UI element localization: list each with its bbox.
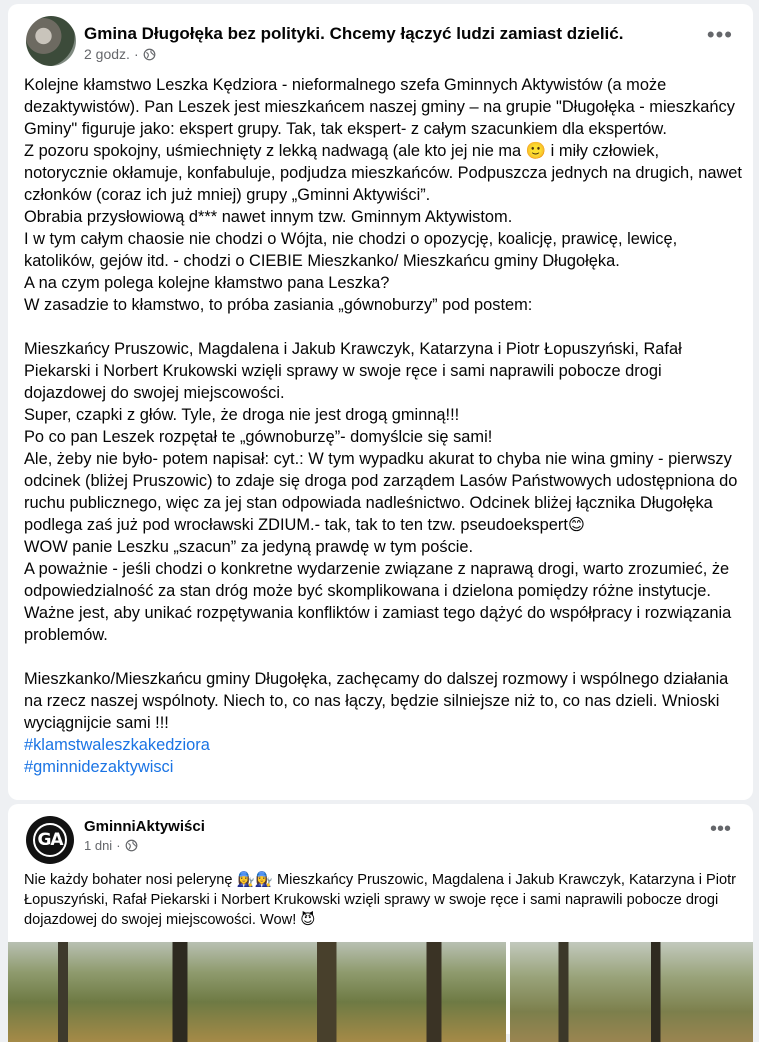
post-meta [84,46,156,62]
post-paragraph: W zasadzie to kłamstwo, to próba zasiania „gównoburzy” pod postem: [24,296,533,314]
shared-post-card[interactable] [8,804,753,1034]
post-card [8,4,753,800]
shared-author-avatar[interactable] [26,816,74,864]
shared-post-time[interactable]: 1 dni [84,838,113,853]
post-paragraph: Super, czapki z głów. Tyle, że droga nie jest drogą gminną!!! [24,406,460,424]
meta-separator: · [133,46,139,62]
globe-icon [143,48,156,61]
shared-post-text: Nie każdy bohater nosi pelerynę 👩‍🔧👩‍🔧 Mieszkańcy Pruszowic, Magdalena i Jakub Krawczyk, Katarzyna i Piotr Łopuszyński, Rafał Piekarski i Norbert Krukowski wzięli sprawy w swoje ręce i sami naprawili pobocze drogi dojazdowej do swojej miejscowości. Wow! 😈 [24,872,737,928]
meta-separator: · [116,838,121,853]
post-paragraph: Po co pan Leszek rozpętał te „gównoburzę”- domyślcie się sami! [24,428,493,446]
forest-road-photo[interactable] [510,942,753,1042]
photo-grid [8,942,753,1042]
post-paragraph: Kolejne kłamstwo Leszka Kędziora - nieformalnego szefa Gminnych Aktywistów (a może dezaktywistów). Pan Leszek jest mieszkańcem naszej gminy – na grupie "Długołęka - mieszkańcy Gminy" figuruje jako: ekspert grupy. Tak, tak ekspert- z całym szacunkiem dla ekspertów. [24,76,735,138]
group-avatar[interactable] [26,16,76,66]
globe-icon [125,839,138,852]
post-text [24,74,746,778]
post-paragraph: A poważnie - jeśli chodzi o konkretne wydarzenie związane z naprawą drogi, warto zrozumieć, że odpowiedzialność za stan dróg może być skomplikowana i dzielona pomiędzy różne instytucje. Ważne jest, aby unikać rozpętywania konfliktów i zamiast tego dążyć do współpracy i rozwiązania problemów. [24,560,732,644]
post-paragraph: Mieszkańcy Pruszowic, Magdalena i Jakub Krawczyk, Katarzyna i Piotr Łopuszyński, Rafał Piekarski i Norbert Krukowski wzięli sprawy w swoje ręce i sami naprawili pobocze drogi dojazdowej do swojej miejscowości. [24,340,682,402]
shared-post-author[interactable]: GminniAktywiści [84,818,205,835]
more-options-icon[interactable]: ••• [709,818,731,840]
post-paragraph: I w tym całym chaosie nie chodzi o Wójta, nie chodzi o opozycję, koalicję, prawicę, lewicę, katolików, gejów itd. - chodzi o CIEBIE Mieszkanko/ Mieszkańcu gminy Długołęka. [24,230,678,270]
hashtag-link[interactable]: #klamstwaleszkakedziora [24,736,210,754]
post-paragraph: Z pozoru spokojny, uśmiechnięty z lekką nadwagą (ale kto jej nie ma 🙂 i miły człowiek, notorycznie okłamuje, konfabuluje, podjudza mieszkańców. Podpuszcza jednych na drugich, nawet członków (coraz ich już mniej) grupy „Gminni Aktywiści”. [24,142,742,204]
avatar-logo-text: GA [33,823,67,857]
more-options-icon[interactable]: ••• [706,22,733,47]
post-paragraph: Obrabia przysłowiową d*** nawet innym tzw. Gminnym Aktywistom. [24,208,513,226]
post-time[interactable]: 2 godz. [84,46,130,62]
post-paragraph: Mieszkanko/Mieszkańcu gminy Długołęka, zachęcamy do dalszej rozmowy i wspólnego działania na rzecz naszej wspólnoty. Niech to, co nas łączy, będzie silniejsze niż to, co nas dzieli. Wnioski wyciągnijcie sami !!! [24,670,729,732]
post-author[interactable]: Gmina Długołęka bez polityki. Chcemy łączyć ludzi zamiast dzielić. [84,24,624,43]
post-paragraph: A na czym polega kolejne kłamstwo pana Leszka? [24,274,390,292]
forest-road-photo[interactable] [8,942,506,1042]
hashtag-link[interactable]: #gminnidezaktywisci [24,758,174,776]
post-paragraph: Ale, żeby nie było- potem napisał: cyt.: W tym wypadku akurat to chyba nie wina gminy - pierwszy odcinek (bliżej Pruszowic) to zdaje się droga pod zarządem Lasów Państwowych udostępniona do ruchu publicznego, więc za jej stan odpowiada nadleśnictwo. Odcinek bliżej łącznika Długołęka podlega zaś już pod wrocławski ZDIUM.- tak, tak to ten tzw. pseudoekspert😊 [24,450,738,534]
shared-post-meta [84,838,138,853]
post-paragraph: WOW panie Leszku „szacun” za jedyną prawdę w tym poście. [24,538,474,556]
